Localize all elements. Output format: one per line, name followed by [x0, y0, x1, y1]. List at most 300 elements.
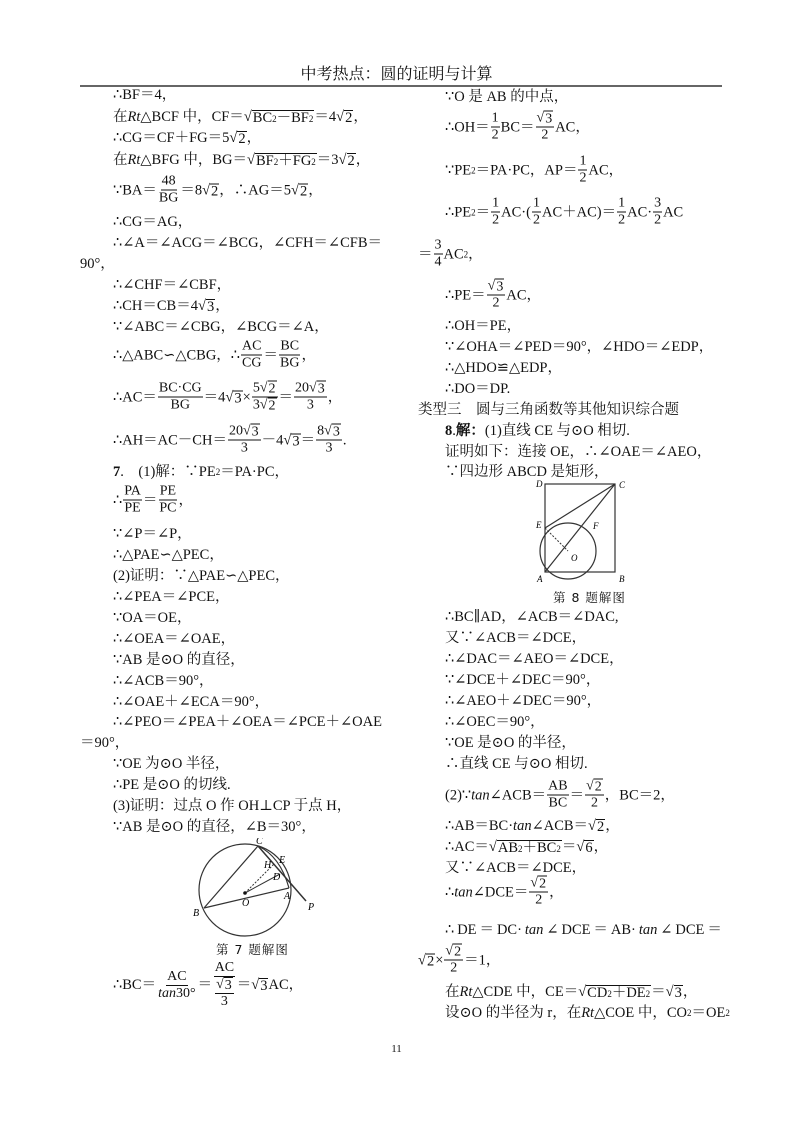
text-run: BC — [252, 110, 273, 126]
text-run: 2 — [541, 127, 549, 143]
fraction — [529, 876, 548, 909]
text-run: . (1)解：∵PE — [120, 464, 216, 480]
radical-sign: √ — [291, 182, 299, 198]
radical-sign: √ — [247, 152, 255, 168]
text-run: ＝PA·PC，AP＝ — [475, 162, 578, 178]
text-run: ， — [468, 246, 483, 262]
text-line — [113, 424, 346, 457]
square-root — [244, 108, 315, 126]
svg-text:D: D — [536, 479, 543, 489]
square-root — [260, 381, 277, 397]
numerator — [252, 381, 278, 398]
square-root — [229, 129, 246, 147]
text-run: ， — [327, 389, 343, 405]
text-run: AC — [663, 204, 684, 220]
text-run: 2 — [654, 212, 662, 228]
text-run: ∴∠CHF＝∠CBF， — [113, 277, 232, 293]
text-run: ∴∠OAE＋∠ECA＝90°， — [113, 694, 270, 710]
text-run: ， — [246, 130, 262, 146]
text-run: ＝ — [593, 922, 608, 938]
square-root — [578, 983, 651, 1001]
radical-sign: √ — [225, 389, 234, 405]
radicand: BF 2 ＋FG 2 — [256, 153, 316, 169]
text-run: DE — [457, 922, 477, 938]
text-run: 2 — [597, 819, 605, 835]
italic-text: Rt — [459, 984, 473, 1000]
text-line — [113, 525, 192, 543]
text-line — [113, 588, 230, 606]
text-run: ∴AC＝ — [113, 389, 157, 405]
svg-text:C: C — [256, 838, 263, 847]
text-run: BF — [256, 153, 274, 169]
text-run: ∴PE 是⊙O 的切线. — [113, 777, 231, 793]
text-run: 20 — [295, 380, 310, 396]
text-run: ＝ — [651, 984, 666, 1000]
square-root — [418, 951, 435, 969]
radical-sign: √ — [336, 109, 345, 125]
radical-sign: √ — [243, 109, 252, 125]
text-line — [445, 734, 576, 752]
numerator — [241, 339, 262, 356]
text-run: 2 — [268, 398, 276, 414]
denominator — [491, 128, 500, 144]
radical-sign: √ — [283, 432, 292, 448]
text-run: ∴△ABC∽△CBG，∴ — [113, 347, 241, 363]
text-line — [445, 650, 624, 668]
svg-text:C: C — [619, 480, 626, 490]
text-run: －BF — [276, 110, 309, 126]
text-run: BG — [279, 355, 300, 371]
text-run: DC· — [496, 922, 522, 938]
denominator — [434, 255, 443, 271]
text-line: ∴PE 2 ＝ $\frac{1}{2}$ AC·( $\frac{1}{2}$ AC＋AC)＝ $\frac{1}{2}$ AC· $\frac{3}{2}$ AC — [445, 195, 684, 228]
text-line — [113, 546, 224, 564]
text-run: 5 — [252, 380, 260, 396]
svg-text:F: F — [593, 521, 599, 531]
text-run: ＝ — [475, 204, 491, 220]
text-run: ， — [355, 152, 371, 168]
text-run: ∠ACB＝ — [489, 787, 547, 803]
radical-sign: √ — [536, 110, 545, 126]
text-run: 1 — [532, 195, 540, 211]
square-root — [586, 779, 603, 795]
text-run: BG — [158, 190, 179, 206]
text-line: 7 . (1)解：∵PE 2 ＝PA·PC， — [113, 464, 289, 480]
text-run: 3 — [317, 381, 325, 397]
text-run: 1 — [579, 153, 587, 169]
denominator — [123, 501, 141, 517]
text-run: PC — [159, 500, 177, 516]
text-run: ∴PE — [445, 204, 472, 220]
fraction — [578, 154, 587, 187]
numerator — [215, 977, 234, 994]
text-run: 2 — [590, 795, 598, 811]
text-run: ，∴AG＝5 — [219, 182, 291, 198]
radicand — [210, 183, 219, 199]
radical-sign: √ — [251, 977, 260, 993]
text-line — [445, 422, 630, 440]
text-run: (2)∵ — [445, 787, 472, 803]
text-run: 3 — [306, 397, 314, 413]
text-run: ＝OE — [691, 1005, 726, 1021]
text-run: 3 — [234, 390, 242, 406]
radicand: BC 2 －BF 2 — [252, 110, 314, 126]
radicand — [299, 183, 308, 199]
text-run: ∵OA＝OE， — [113, 610, 192, 626]
radicand — [344, 110, 353, 126]
text-line — [418, 944, 500, 977]
text-run: ∴直线 CE 与⊙O 相切. — [445, 756, 588, 772]
text-run: 2 — [618, 212, 626, 228]
text-run: 2 — [492, 212, 500, 228]
fraction — [316, 424, 342, 457]
square-root — [339, 151, 356, 169]
text-line — [113, 567, 290, 585]
denominator — [492, 296, 501, 312]
text-run: ∴ — [113, 492, 123, 508]
text-run: 2 — [492, 295, 500, 311]
text-line — [445, 779, 675, 812]
text-run: △CDE 中，CE＝ — [472, 984, 579, 1000]
text-run: ＝ — [479, 922, 494, 938]
text-run: 2 — [532, 212, 540, 228]
fraction — [487, 279, 506, 312]
text-line: 设⊙O 的半径为 r，在 Rt △COE 中，CO 2 ＝OE 2 — [445, 1005, 730, 1021]
italic-text: tan — [513, 818, 532, 834]
text-run: ∴BF＝4， — [113, 87, 177, 103]
text-run: 2 — [594, 779, 602, 795]
text-run: 2 — [299, 183, 308, 199]
text-run: ∴CH＝CB＝4 — [113, 298, 198, 314]
denominator — [548, 796, 569, 812]
numerator — [316, 424, 342, 441]
text-run: 又∵∠ACB＝∠DCE， — [445, 860, 587, 876]
square-root — [216, 977, 233, 993]
radicand — [317, 381, 326, 397]
fraction — [158, 484, 177, 517]
denominator — [306, 398, 315, 414]
radicand — [332, 424, 341, 440]
square-root — [537, 111, 554, 127]
text-run: 3 — [240, 440, 248, 456]
text-line — [113, 776, 231, 794]
text-run: ＋FG — [278, 153, 312, 169]
radicand — [347, 153, 356, 169]
text-run: 类型三 圆与三角函数等其他知识综合题 — [418, 402, 679, 418]
text-run: ， — [682, 984, 698, 1000]
numerator — [166, 969, 187, 986]
text-line — [445, 713, 545, 731]
text-run: AC — [214, 960, 235, 975]
text-run: PE — [124, 500, 141, 516]
text-run: BC — [280, 338, 300, 354]
text-run: BC·CG — [158, 380, 202, 396]
radical-sign: √ — [216, 977, 224, 992]
page-title: 中考热点：圆的证明与计算 — [300, 64, 493, 83]
text-run: 证明如下：连接 OE，∴∠OAE＝∠AEO， — [445, 444, 712, 460]
text-run: DCE — [675, 922, 705, 938]
text-run: ∴∠OEA＝∠OAE， — [113, 631, 236, 647]
text-run: ∴ — [445, 884, 455, 900]
text-line — [113, 713, 382, 731]
numerator — [214, 960, 235, 977]
square-root — [445, 944, 462, 960]
text-run: ∵AB 是⊙O 的直径， — [113, 652, 245, 668]
text-line — [113, 755, 229, 773]
text-run: ＝4 — [203, 389, 226, 405]
text-run: ∴OH＝ — [445, 119, 490, 135]
text-run: 48 — [161, 173, 176, 189]
text-run: 1 — [618, 195, 626, 211]
text-run: ∵∠P＝∠P， — [113, 526, 192, 542]
text-run: ＝90°， — [80, 735, 130, 751]
text-run: × — [242, 389, 251, 405]
denominator — [241, 356, 262, 372]
square-root — [336, 108, 353, 126]
text-line — [80, 734, 129, 752]
numerator — [228, 424, 261, 441]
text-run: －4 — [261, 432, 284, 448]
radical-sign: √ — [445, 943, 454, 959]
text-run: ＝ — [561, 839, 577, 855]
square-root — [198, 297, 215, 315]
text-run: ∴△PAE∽△PEC， — [113, 547, 224, 563]
text-run: ∴△HDO≌△EDP， — [445, 360, 562, 376]
text-run: × — [435, 952, 444, 968]
text-run: 3 — [292, 433, 300, 449]
text-run: ∠ — [546, 922, 559, 938]
svg-text:E: E — [536, 520, 542, 530]
denominator — [491, 213, 500, 229]
denominator — [252, 398, 278, 414]
text-run: DCE — [561, 922, 591, 938]
text-line — [445, 380, 510, 398]
text-line — [113, 672, 214, 690]
radicand — [251, 424, 260, 440]
text-run: 3 — [260, 978, 268, 994]
text-run: PA — [124, 483, 141, 499]
denominator — [158, 191, 179, 207]
denominator — [213, 977, 236, 1010]
text-run: AB — [497, 840, 518, 856]
radical-sign: √ — [197, 298, 206, 314]
text-run: ， — [301, 347, 316, 363]
numerator — [578, 154, 587, 171]
text-line — [445, 338, 713, 356]
text-run: 2 — [454, 944, 462, 960]
text-run: 3 — [206, 299, 215, 315]
text-run: ，BC＝2， — [604, 787, 675, 803]
text-run: ＝3 — [316, 152, 339, 168]
fraction — [532, 196, 541, 229]
square-root — [243, 424, 260, 440]
square-root — [225, 388, 242, 406]
fraction — [444, 944, 463, 977]
text-line — [445, 111, 590, 144]
text-run: ∵O 是 AB 的中点， — [445, 89, 569, 105]
text-run: AC， — [588, 162, 624, 178]
text-run: AB· — [610, 922, 636, 938]
fraction — [547, 779, 568, 812]
svg-text:O: O — [571, 553, 578, 563]
text-run: 2 — [345, 110, 353, 126]
denominator — [170, 398, 191, 414]
text-line — [113, 381, 342, 414]
text-line — [113, 276, 231, 294]
text-run: AB — [548, 778, 568, 794]
text-run: ∴AH＝AC－CH＝ — [113, 432, 227, 448]
text-run: 4 — [434, 254, 442, 270]
figure-8-diagram — [535, 478, 635, 586]
text-line — [445, 983, 697, 1001]
radicand — [237, 131, 246, 147]
text-run: AC — [443, 246, 464, 262]
text-run: ， — [178, 492, 193, 508]
text-line — [445, 279, 541, 312]
text-run: AC· — [627, 204, 653, 220]
numerator — [279, 339, 300, 356]
radical-sign: √ — [578, 984, 587, 1000]
radicand — [453, 944, 462, 960]
denominator — [653, 213, 662, 229]
text-run: 又∵∠ACB＝∠DCE， — [445, 630, 587, 646]
text-run: AC·( — [501, 204, 531, 220]
text-run: △BCF 中，CF＝ — [140, 109, 244, 125]
text-run: AC， — [555, 119, 590, 135]
fraction — [158, 381, 203, 414]
text-line — [445, 359, 562, 377]
fraction — [536, 111, 555, 144]
text-run: ∵∠ABC＝∠CBG，∠BCG＝∠A， — [113, 319, 329, 335]
text-line — [445, 443, 711, 461]
fraction — [157, 969, 197, 1002]
text-run: 30° — [175, 985, 196, 1001]
text-run: ， — [308, 182, 323, 198]
text-run: 在 — [113, 152, 128, 168]
text-run: CD — [587, 985, 608, 1001]
text-line — [113, 129, 261, 147]
radical-sign: √ — [665, 984, 674, 1000]
text-run: 在 — [113, 109, 128, 125]
denominator — [279, 356, 300, 372]
text-run: BG — [170, 397, 190, 413]
text-run: BC — [548, 795, 568, 811]
text-run: ， — [353, 109, 368, 125]
text-line — [113, 213, 192, 231]
text-run: 2 — [268, 381, 276, 397]
numerator — [491, 111, 500, 128]
svg-text:P: P — [308, 902, 315, 913]
radicand — [291, 433, 300, 449]
italic-text: tan — [158, 985, 176, 1001]
svg-text:A: A — [537, 574, 543, 584]
text-run: △BFG 中，BG＝ — [140, 152, 248, 168]
text-line — [113, 174, 323, 207]
text-line — [113, 234, 382, 252]
radical-sign: √ — [229, 130, 238, 146]
bold-text: 8 — [445, 423, 453, 439]
radicand — [544, 111, 553, 127]
numerator — [158, 381, 203, 398]
denominator — [157, 986, 197, 1002]
denominator — [324, 441, 333, 457]
text-run: ， — [605, 818, 620, 834]
text-run: BC＝ — [500, 119, 535, 135]
denominator — [617, 213, 626, 229]
text-line — [445, 629, 586, 647]
text-run: ＝ — [707, 922, 722, 938]
fraction — [215, 977, 234, 1010]
text-run: 3 — [224, 978, 232, 993]
text-line — [113, 108, 368, 126]
header-divider — [80, 85, 722, 87]
radical-sign: √ — [338, 152, 347, 168]
text-run: AC， — [506, 287, 541, 303]
text-run: 6 — [585, 840, 593, 856]
text-run: ∵四边形 ABCD 是矩形， — [445, 464, 609, 480]
text-line — [113, 151, 370, 169]
radicand — [584, 840, 593, 856]
text-line — [445, 921, 722, 939]
figure-7-diagram — [190, 838, 320, 938]
text-run: ∴ — [445, 922, 455, 938]
text-line — [445, 671, 600, 689]
square-root — [283, 431, 300, 449]
radicand — [674, 985, 683, 1001]
text-line — [113, 960, 303, 1010]
text-run: ∵OE 为⊙O 半径， — [113, 756, 230, 772]
text-line — [113, 339, 316, 372]
text-run: ＝ — [569, 787, 585, 803]
numerator — [491, 196, 500, 213]
square-root — [202, 181, 219, 199]
text-line — [445, 88, 568, 106]
text-line — [113, 86, 176, 104]
square-root — [488, 279, 505, 295]
text-run: ∴∠AEO＋∠DEC＝90°， — [445, 693, 602, 709]
text-run: ＋BC — [522, 840, 557, 856]
fraction — [617, 196, 626, 229]
fraction — [252, 381, 278, 414]
fraction — [653, 196, 662, 229]
radical-sign: √ — [309, 380, 317, 396]
text-run: 2 — [426, 953, 435, 969]
radicand — [426, 953, 435, 969]
text-line — [113, 318, 329, 336]
text-run: ＝ — [197, 977, 213, 993]
square-root — [489, 838, 562, 856]
text-line — [113, 630, 235, 648]
text-run: ， — [549, 884, 564, 900]
text-line — [113, 609, 192, 627]
text-run: PE — [159, 483, 177, 499]
numerator — [487, 279, 506, 296]
text-line — [445, 859, 586, 877]
page-number: 11 — [391, 1043, 402, 1055]
text-run: 2 — [491, 127, 499, 143]
denominator — [240, 441, 249, 457]
text-run: AC， — [268, 977, 304, 993]
text-run: 90°， — [80, 256, 115, 272]
text-run: ＝8 — [180, 182, 203, 198]
radical-sign: √ — [259, 397, 268, 413]
fraction — [294, 381, 327, 414]
text-line — [445, 876, 564, 909]
text-run: 20 — [228, 423, 243, 439]
radical-sign: √ — [259, 380, 268, 396]
fraction — [491, 111, 500, 144]
text-run: 2 — [450, 960, 458, 976]
